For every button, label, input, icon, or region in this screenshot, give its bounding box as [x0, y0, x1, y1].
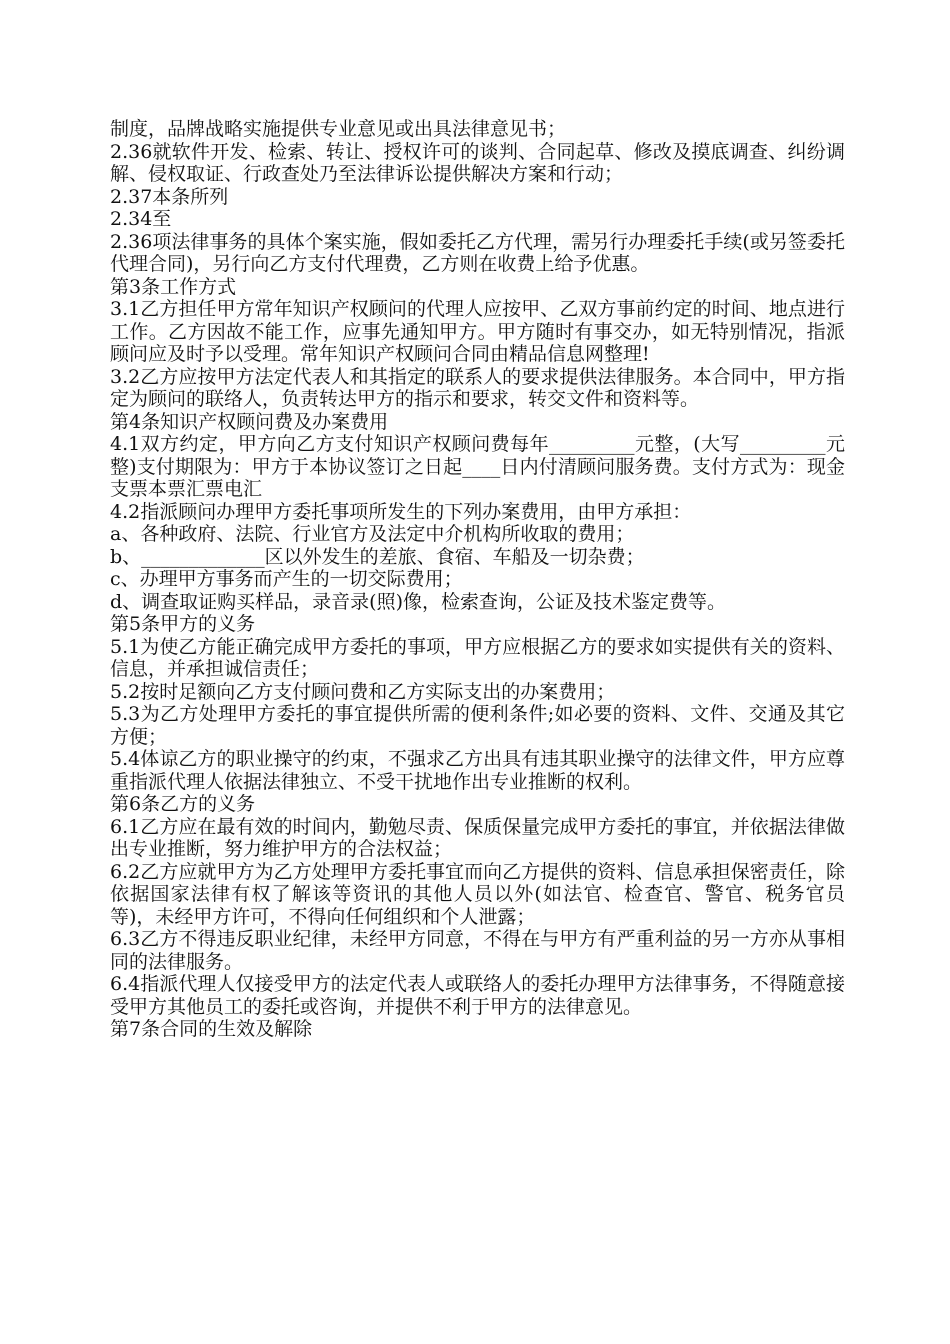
- section-heading: 第7条合同的生效及解除: [110, 1018, 313, 1040]
- paragraph-line: 2.36项法律事务的具体个案实施，假如委托乙方代理，需另行办理委托手续(或另签委托代理合同)，另行向乙方支付代理费，乙方则在收费上给予优惠。: [110, 230, 845, 275]
- paragraph-line: 5.1为使乙方能正确完成甲方委托的事项，甲方应根据乙方的要求如实提供有关的资料、信息，并承担诚信责任；: [110, 635, 845, 680]
- paragraph-line: 2.34至: [110, 208, 172, 230]
- section-heading: 第6条乙方的义务: [110, 793, 256, 815]
- document-body: [110, 118, 845, 1041]
- paragraph-line: 5.4体谅乙方的职业操守的约束，不强求乙方出具有违其职业操守的法律文件，甲方应尊重指派代理人依据法律独立、不受干扰地作出专业推断的权利。: [110, 748, 845, 793]
- paragraph-line: 制度，品牌战略实施提供专业意见或出具法律意见书；: [110, 118, 567, 140]
- section-heading: 第3条工作方式: [110, 275, 237, 298]
- paragraph-line: 6.3乙方不得违反职业纪律，未经甲方同意，不得在与甲方有严重利益的另一方亦从事相同的法律服务。: [110, 928, 845, 973]
- paragraph-line: 6.1乙方应在最有效的时间内，勤勉尽责、保质保量完成甲方委托的事宜，并依据法律做出专业推断，努力维护甲方的合法权益；: [110, 815, 845, 860]
- list-item: c、办理甲方事务而产生的一切交际费用；: [110, 568, 463, 590]
- paragraph-line: 5.3为乙方处理甲方委托的事宜提供所需的便利条件;如必要的资料、文件、交通及其它方便；: [110, 703, 845, 748]
- paragraph-line: 6.2乙方应就甲方为乙方处理甲方委托事宜而向乙方提供的资料、信息承担保密责任，除依据国家法律有权了解该等资讯的其他人员以外(如法官、检查官、警官、税务官员等)，未经甲方许可，不得向任何组织和个人泄露；: [110, 860, 845, 928]
- section-heading: 第5条甲方的义务: [110, 613, 256, 635]
- section-heading: 第4条知识产权顾问费及办案费用: [110, 410, 389, 433]
- paragraph-line: 3.1乙方担任甲方常年知识产权顾问的代理人应按甲、乙双方事前约定的时间、地点进行工作。乙方因故不能工作，应事先通知甲方。甲方随时有事交办，如无特别情况，指派顾问应及时予以受理。常年知识产权顾问合同由精品信息网整理!: [110, 298, 845, 365]
- list-item: a、各种政府、法院、行业官方及法定中介机构所收取的费用；: [110, 523, 635, 545]
- list-item: b、_____________区以外发生的差旅、食宿、车船及一切杂费；: [110, 545, 645, 568]
- paragraph-line: 3.2乙方应按甲方法定代表人和其指定的联系人的要求提供法律服务。本合同中，甲方指定为顾问的联络人，负责转达甲方的指示和要求，转交文件和资料等。: [110, 365, 845, 410]
- paragraph-line: 4.1双方约定，甲方向乙方支付知识产权顾问费每年_________元整，(大写_________元整)支付期限为：甲方于本协议签订之日起____日内付清顾问服务费。支付方式为：现金支票本票汇票电汇: [110, 433, 845, 500]
- paragraph-line: 2.37本条所列: [110, 185, 229, 208]
- paragraph-line: 5.2按时足额向乙方支付顾问费和乙方实际支出的办案费用；: [110, 680, 616, 703]
- paragraph-line: 4.2指派顾问办理甲方委托事项所发生的下列办案费用，由甲方承担：: [110, 500, 692, 523]
- list-item: d、调查取证购买样品，录音录(照)像，检索查询，公证及技术鉴定费等。: [110, 590, 726, 613]
- paragraph-line: 6.4指派代理人仅接受甲方的法定代表人或联络人的委托办理甲方法律事务，不得随意接受甲方其他员工的委托或咨询，并提供不利于甲方的法律意见。: [110, 973, 845, 1018]
- paragraph-line: 2.36就软件开发、检索、转让、授权许可的谈判、合同起草、修改及摸底调查、纠纷调解、侵权取证、行政查处乃至法律诉讼提供解决方案和行动；: [110, 140, 845, 185]
